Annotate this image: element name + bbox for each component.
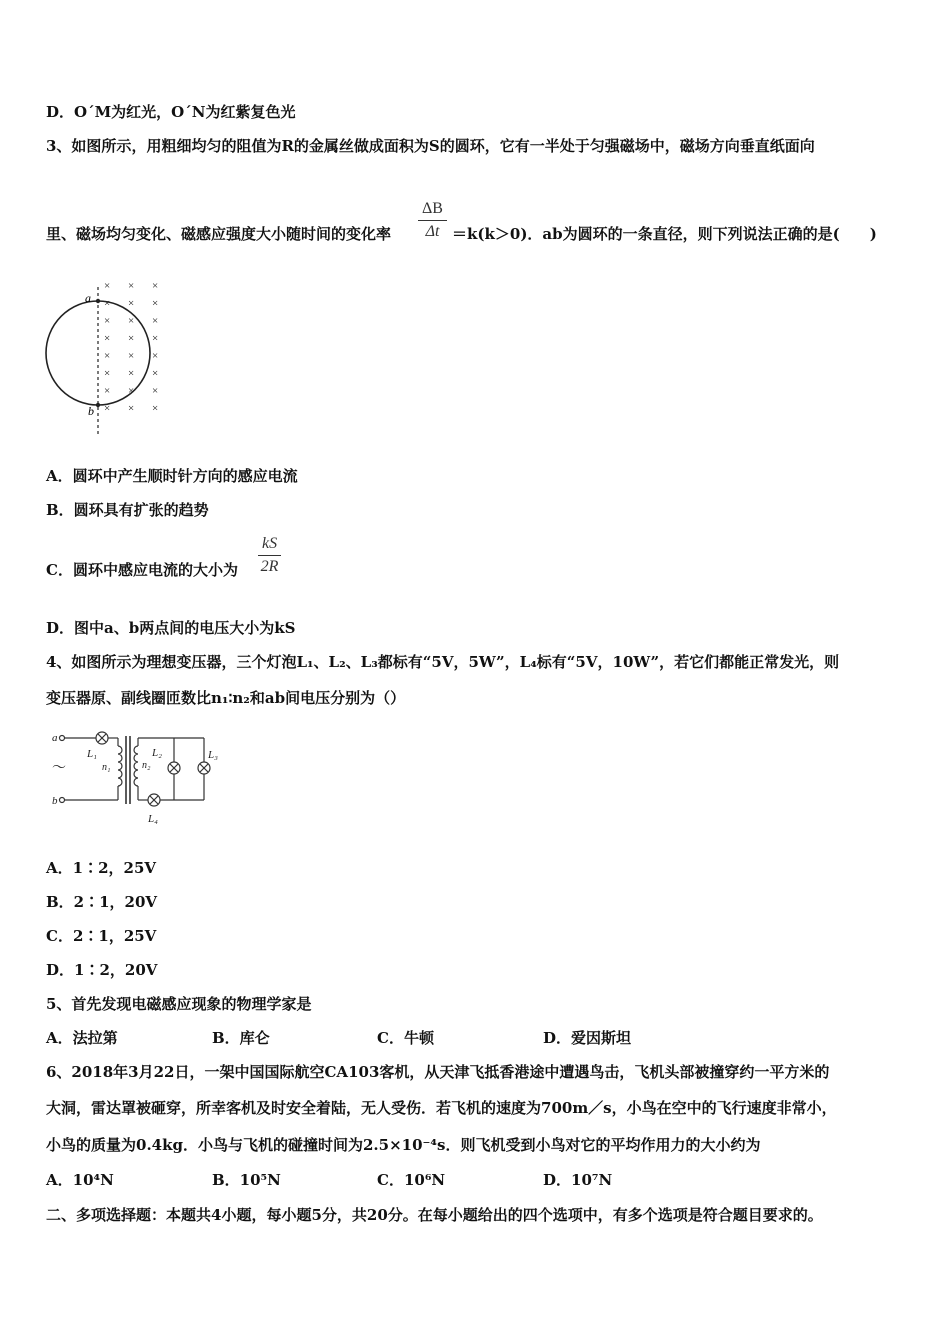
fig2-label-l2: L₂ [152,747,162,759]
label-a: a [85,291,91,305]
field-cross-mark: × [152,332,159,345]
q6-option-a: A．10⁴N [46,1171,114,1189]
q6-stem-line3: 小鸟的质量为0.4kg．小鸟与飞机的碰撞时间为2.5×10⁻⁴s．则飞机受到小鸟对它的平均作用力的大小约为 [46,1136,761,1154]
q4-stem-line2: 变压器原、副线圈匝数比n₁∶n₂和ab间电压分别为（） [46,689,406,707]
q4-transformer-figure [44,722,234,830]
q5-option-d: D．爱因斯坦 [543,1029,632,1047]
field-cross-mark: × [104,402,111,415]
field-cross-mark: × [152,350,159,362]
field-cross-mark: × [128,385,135,397]
field-cross-mark: × [128,350,135,362]
terminal-a [60,736,65,741]
q3-rate-numerator: ΔB [418,198,447,221]
field-cross-mark: × [128,280,135,292]
q3-rate-denominator: Δt [425,223,440,240]
q3-option-a: A．圆环中产生顺时针方向的感应电流 [46,467,298,485]
field-cross-mark: × [152,385,159,397]
q4-option-d: D．1∶2，20V [46,961,158,979]
lamp-l4 [148,794,160,806]
q6-option-b: B．10⁵N [212,1171,281,1189]
point-a [96,299,100,303]
fig2-label-b: b [52,795,58,807]
lamp-l1 [96,732,108,744]
field-cross-mark: × [104,332,111,345]
field-cross-mark: × [128,315,135,327]
q3-option-b: B．圆环具有扩张的趋势 [46,501,209,519]
fig2-label-a: a [52,732,58,744]
ac-source-symbol: ～ [52,761,66,776]
q4-option-c: C．2∶1，25V [46,927,157,945]
fig2-label-l1: L₁ [87,748,97,760]
point-b [96,403,100,407]
field-cross-mark: × [152,297,159,310]
field-cross-mark: × [152,315,159,327]
fig2-label-l4: L₄ [148,813,158,825]
q6-stem-line1: 6、2018年3月22日，一架中国国际航空CA103客机，从天津飞抵香港途中遭遇鸟击，飞机头部被撞穿约一平方米的 [46,1063,830,1081]
q5-option-b: B．库仑 [212,1029,270,1047]
lamp-l2 [168,762,180,774]
fig2-label-n1: n₁ [102,762,111,773]
q4-option-b: B．2∶1，20V [46,893,158,911]
q5-stem: 5、首先发现电磁感应现象的物理学家是 [46,995,312,1013]
field-cross-mark: × [104,315,111,327]
primary-coil [118,746,122,786]
field-cross-mark: × [128,332,135,345]
q4-stem-line1: 4、如图所示为理想变压器，三个灯泡L₁、L₂、L₃都标有“5V，5W”，L₄标有“5V，10W”，若它们都能正常发光，则 [46,653,840,671]
field-cross-mark: × [104,280,111,292]
q3-ring-figure [40,275,180,440]
field-cross-mark: × [152,280,159,292]
field-cross-mark: × [104,385,111,397]
q5-option-c: C．牛顿 [377,1029,434,1047]
q3-rate-fraction [418,198,447,243]
q3-option-d: D．图中a、b两点间的电压大小为kS [46,619,296,637]
label-b: b [88,404,94,418]
q3-option-c-fraction [258,533,281,578]
field-cross-mark: × [104,297,111,310]
secondary-coil [134,746,138,786]
q3-stem-line2-pre: 里、磁场均匀变化、磁感应强度大小随时间的变化率 [46,225,392,243]
field-cross-mark: × [128,402,135,415]
fig2-label-n2: n₂ [142,760,151,771]
field-cross-mark: × [128,367,135,380]
prev-option-d: D．O´M为红光，O´N为红紫复色光 [46,103,296,121]
field-cross-mark: × [104,350,111,362]
q3-stem-line2-post: ＝k(k＞0)．ab为圆环的一条直径，则下列说法正确的是( ) [452,225,877,243]
section-2-heading: 二、多项选择题：本题共4小题，每小题5分，共20分。在每小题给出的四个选项中，有多个选项是符合题目要求的。 [46,1206,823,1224]
terminal-b [60,798,65,803]
q3-option-c: C．圆环中感应电流的大小为 [46,561,238,579]
field-cross-mark: × [128,297,135,310]
q3-option-c-denominator: 2R [260,558,279,575]
lamp-l3 [198,762,210,774]
field-cross-mark: × [104,367,111,380]
q3-stem-line1: 3、如图所示，用粗细均匀的阻值为R的金属丝做成面积为S的圆环，它有一半处于匀强磁场中，磁场方向垂直纸面向 [46,137,815,155]
q6-option-d: D．10⁷N [543,1171,613,1189]
q5-option-a: A．法拉第 [46,1029,118,1047]
fig2-label-l3: L₃ [208,749,218,761]
field-cross-mark: × [152,367,159,380]
q3-option-c-numerator: kS [258,533,281,556]
field-cross-mark: × [152,402,159,415]
q6-stem-line2: 大洞，雷达罩被砸穿，所幸客机及时安全着陆，无人受伤．若飞机的速度为700m／s，小鸟在空中的飞行速度非常小， [46,1099,837,1117]
q4-option-a: A．1∶2，25V [46,859,157,877]
q6-option-c: C．10⁶N [377,1171,446,1189]
